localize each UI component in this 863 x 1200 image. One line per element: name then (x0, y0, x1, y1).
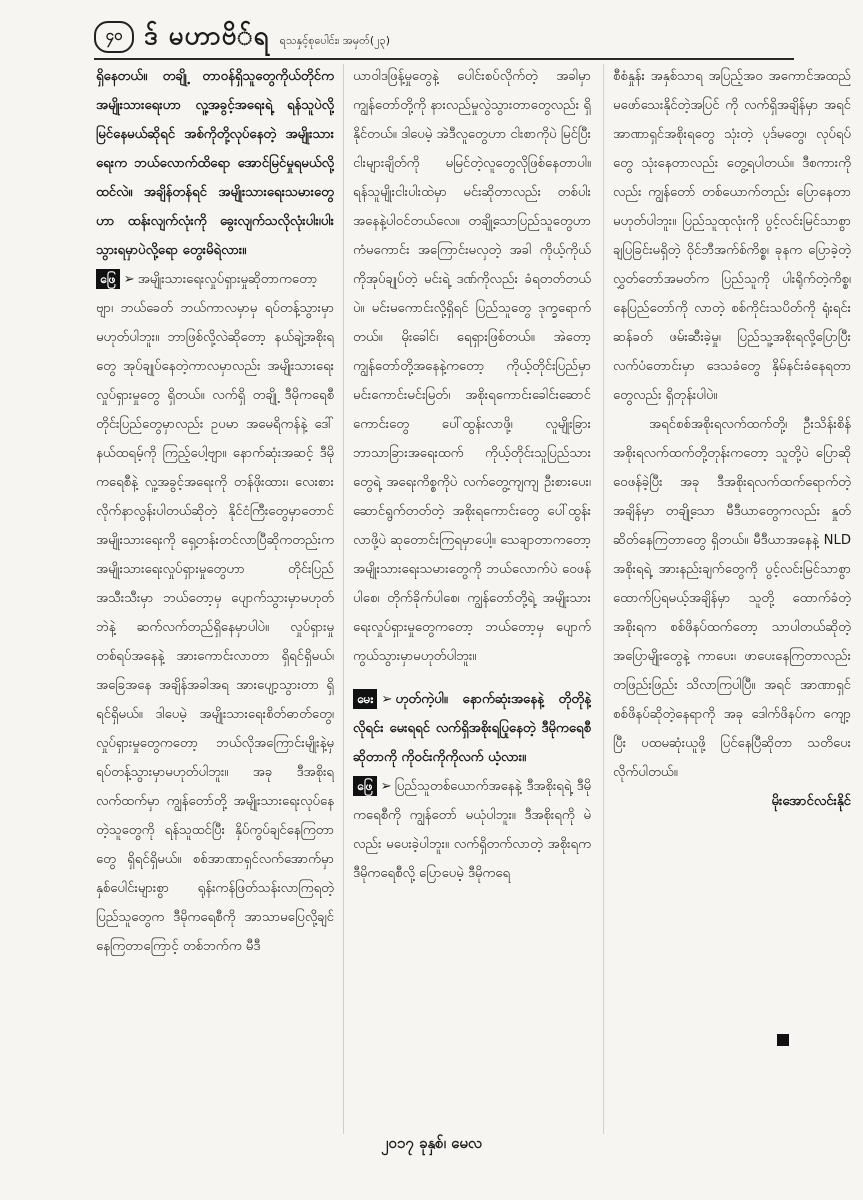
text-column-3 (613, 62, 851, 1122)
answer-text: ပြည်သူတစ်ယောက်အနေနဲ့ ဒီအစိုးရရဲ့ ဒီမိုကရေစီကို ကျွန်တော် မယုံပါဘူး။ ဒီအစိုးရကို မဲလည်း မပေးခဲ့ပါဘူး။ လက်ရှိတက်လာတဲ့ အစိုးရက ဒီမိုကရေစီလို့ ပြောပေမဲ့ ဒီမိုကရေ (353, 779, 591, 881)
column-divider (343, 64, 344, 1134)
question-marker: မေး (353, 689, 377, 709)
magazine-title: ဒ် မဟာဗိ်ရ (144, 20, 270, 51)
answer-continuation: ယာဝါဒဖြန့်မှုတွေနဲ့ ပေါင်းစပ်လိုက်တဲ့ အခါမှာ ကျွန်တော်တို့ကို နားလည်မှုလွဲသွားတာတွေလည်း ရှိနိုင်တယ်။ ဒါပေမဲ့ အဲဒီလူတွေဟာ ငါးစာကိုပဲ မြင်ပြီး ငါးများချိတ်ကို မမြင်တဲ့လူတွေလိုဖြစ်နေတာပါ။ ရန်သူမျိုးငါးပါးထဲမှာ မင်းဆိုတာလည်း တစ်ပါးအနေနဲ့ပါဝင်တယ်လေ။ တချို့သောပြည်သူတွေဟာ ကံမကောင်း အကြောင်းမလှတဲ့ အခါ ကိုယ့်ကိုယ်ကိုအုပ်ချုပ်တဲ့ မင်းရဲ့ ဒဏ်ကိုလည်း ခံရတတ်တယ်ပဲ။ မင်းမကောင်းလို့ရှိရင် ပြည်သူတွေ ဒုက္ခရောက်တယ်။ မိုးခေါင်၊ ရေရှားဖြစ်တယ်။ အဲတော့ ကျွန်တော်တို့အနေနဲ့ကတော့ ကိုယ့်တိုင်းပြည်မှာ မင်းကောင်းမင်းမြတ်၊ အစိုးရကောင်းခေါင်းဆောင်ကောင်းတွေ ပေါ်ထွန်းလာဖို့၊ လူမျိုးခြား ဘာသာခြားအရေးထက် ကိုယ့်တိုင်းသူပြည်သားတွေရဲ့ အရေးကိစ္စကိုပဲ လက်တွေ့ကျကျ ဦးစားပေး၊ ဆောင်ရွက်တတ်တဲ့ အစိုးရကောင်းတွေ ပေါ်ထွန်းလာဖို့ပဲ ဆုတောင်းကြရမှာပေါ့။ သေချာတာကတော့ အမျိုးသားရေးသမားတွေကို ဘယ်လောက်ပဲ ဝေဖန်ပါစေ၊ တိုက်ခိုက်ပါစေ၊ ကျွန်တော်တို့ရဲ့ အမျိုးသားရေးလှုပ်ရှားမှုတွေကတော့ ဘယ်တော့မှ ပျောက်ကွယ်သွားမှာမဟုတ်ပါဘူး။ (353, 69, 591, 664)
page-number: ၄၀ (94, 21, 134, 53)
arrow-icon: ➢ (381, 692, 393, 707)
answer-paragraph (353, 772, 591, 888)
answer-paragraph (96, 265, 334, 961)
author-name: မိုးအောင်လင်းနိုင် (771, 794, 851, 809)
question-text: ဟုတ်ကဲ့ပါ။ နောက်ဆုံးအနေနဲ့ တိုတိုနဲ့လိုရင်း မေးရရင် လက်ရှိအစိုးရပြုနေတဲ့ ဒီမိုကရေစီဆိုတာကို ကိုဝင်းကိုကိုလက် ယံ့လား။ (353, 692, 591, 765)
column-divider (603, 64, 604, 1134)
answer-continuation: စီစံနှုန်း အနှစ်သာရ အပြည့်အဝ အကောင်အထည်မဖော်သေးနိုင်တဲ့အပြင် ကို လက်ရှိအချိန်မှာ အရင်အာဏာရှင်အစိုးရတွေ သုံးတဲ့ ပုဒ်မတွေ၊ လုပ်ရပ်တွေ သုံးနေတာလည်း တွေ့ရပါတယ်။ ဒီစကားကိုလည်း ကျွန်တော် တစ်ယောက်တည်း ပြောနေတာမဟုတ်ပါဘူး။ ပြည်သူထုလုံးကို ပွင့်လင်းမြင်သာစွာ ချပြခြင်းမရှိတဲ့ ဝိုင်ဘီအက်စ်ကိစ္စ၊ ခုနက ပြောခဲ့တဲ့ လွှတ်တော်အမတ်က ပြည်သူကို ပါးရိုက်တဲ့ကိစ္စ၊ နေပြည်တော်ကို လာတဲ့ စစ်ကိုင်းသပိတ်ကို ရုံးရင်းဆန်ခတ် ဖမ်းဆီးခဲ့မှု၊ ပြည်သူ့အစိုးရလို့ပြောပြီး လက်ပံတောင်းမှာ ဒေသခံတွေ နှိမ်နင်းခံနေရတာတွေလည်း ရှိတုန်းပါပဲ။ (613, 69, 851, 403)
answer-marker: ဖြေ (96, 269, 120, 289)
magazine-subtitle: ရသနှင့်စုပေါင်း၊ အမှတ်(၂၃) (279, 34, 390, 47)
answer-marker: ဖြေ (353, 776, 377, 796)
header-divider (94, 58, 794, 60)
arrow-icon: ➢ (380, 779, 392, 794)
page-header (94, 20, 654, 54)
question-paragraph (353, 685, 591, 772)
question-text: ရှိနေတယ်။ တချို့ တာဝန်ရှိသူတွေကိုယ်တိုင်က အမျိုးသားရေးဟာ လူ့အခွင့်အရေးရဲ့ ရန်သူပဲလို့ မြင်နေမယ်ဆိုရင် အစ်ကိုတို့လုပ်နေတဲ့ အမျိုးသားရေးက ဘယ်လောက်ထိရော အောင်မြင်မှုရမယ်လို့ ထင်လဲ။ အချိန်တန်ရင် အမျိုးသားရေးသမားတွေဟာ ထန်းလျက်လုံးကို ခွေးလျက်သလိုလုံးပါး၊ပါး သွားရမှာပဲလို့ရော တွေးမိရဲလား။ (96, 69, 334, 258)
end-mark-icon (777, 1034, 789, 1046)
page-footer: ၂၀၁၇ ခုနှစ်၊ မေလ (381, 1134, 482, 1152)
text-column-1 (96, 62, 334, 1122)
text-column-2 (353, 62, 591, 1122)
arrow-icon: ➢ (123, 272, 135, 287)
closing-paragraph: အရင်စစ်အစိုးရလက်ထက်တို့၊ ဦးသိန်းစိန်အစိုးရလက်ထက်တို့တုန်းကတော့ သူတို့ပဲ ပြောဆိုဝေဖန်ခဲ့ပြီး အခု ဒီအစိုးရလက်ထက်ရောက်တဲ့အချိန်မှာ တချို့သော မီဒီယာတွေကလည်း နှုတ်ဆိတ်နေကြတာတွေ ရှိတယ်။ မီဒီယာအနေနဲ့ NLD အစိုးရရဲ့ အားနည်းချက်တွေကို ပွင့်လင်းမြင်သာစွာ ထောက်ပြရမယ့်အချိန်မှာ သူတို့ ထောက်ခံတဲ့ အစိုးရက စစ်ဖိနပ်ထက်တော့ သာပါတယ်ဆိုတဲ့ အပြောမျိုးတွေနဲ့ ကာပေး၊ ဖာပေးနေကြတာလည်း တဖြည်းဖြည်း သိလာကြပါပြီ။ အရင် အာဏာရှင် စစ်ဖိနပ်ဆိုတဲ့နေရာကို အခု ဒေါက်ဖိနပ်က ကျော့ပြီး ပထမဆုံးယူဖို့ ပြင်နေပြီဆိုတာ သတိပေးလိုက်ပါတယ်။ (613, 417, 851, 780)
answer-text: အမျိုးသားရေးလှုပ်ရှားမှုဆိုတာကတော့ဗျာ၊ ဘယ်ခေတ် ဘယ်ကာလမှာမှ ရပ်တန့်သွားမှာမဟုတ်ပါဘူး။ ဘာဖြစ်လို့လဲဆိုတော့ နယ်ချဲ့အစိုးရတွေ အုပ်ချုပ်နေတဲ့ကာလမှာလည်း အမျိုးသားရေးလှုပ်ရှားမှုတွေ ရှိတယ်။ လက်ရှိ တချို့ ဒီမိုကရေစီတိုင်းပြည်တွေမှာလည်း ဥပမာ အမေရိကန်နဲ့ ဒေါ်နယ်ထရမ့်ကို ကြည့်ပေါ့ဗျာ။ နောက်ဆုံးအဆင့် ဒီမိုကရေစီနဲ့ လူ့အခွင့်အရေးကို တန်ဖိုးထား၊ လေးစားလိုက်နာလွန်းပါတယ်ဆိုတဲ့ နိုင်ငံကြီးတွေမှာတောင် အမျိုးသားရေးကို ရှေ့တန်းတင်လာပြီဆိုကတည်းက အမျိုးသားရေးလှုပ်ရှားမှုတွေဟာ တိုင်းပြည်အသီးသီးမှာ ဘယ်တော့မှ ပျောက်သွားမှာမဟုတ်ဘဲနဲ့ ဆက်လက်တည်ရှိနေမှာပါပဲ။ လှုပ်ရှားမှုတစ်ရပ်အနေနဲ့ အားကောင်းလာတာ ရှိရင်ရှိမယ်၊ အခြေအနေ အချိန်အခါအရ အားပျော့သွားတာ ရှိရင်ရှိမယ်။ ဒါပေမဲ့ အမျိုးသားရေးစိတ်ဓာတ်တွေ၊ လှုပ်ရှားမှုတွေကတော့ ဘယ်လိုအကြောင်းမျိုးနဲ့မှ ရပ်တန့်သွားမှာမဟုတ်ပါဘူး။ အခု ဒီအစိုးရလက်ထက်မှာ ကျွန်တော်တို့ အမျိုးသားရေးလုပ်နေတဲ့သူတွေကို ရန်သူထင်ပြီး နှိပ်ကွပ်ချင်နေကြတာတွေ ရှိရင်ရှိမယ်။ စစ်အာဏာရှင်လက်အောက်မှာ နှစ်ပေါင်းများစွာ ရုန်းကန်ဖြတ်သန်းလာကြရတဲ့ ပြည်သူတွေက ဒီမိုကရေစီကို အာသာမပြေလို့ချင်နေကြတာကြောင့် တစ်ဘက်က မီဒီ (96, 272, 334, 954)
